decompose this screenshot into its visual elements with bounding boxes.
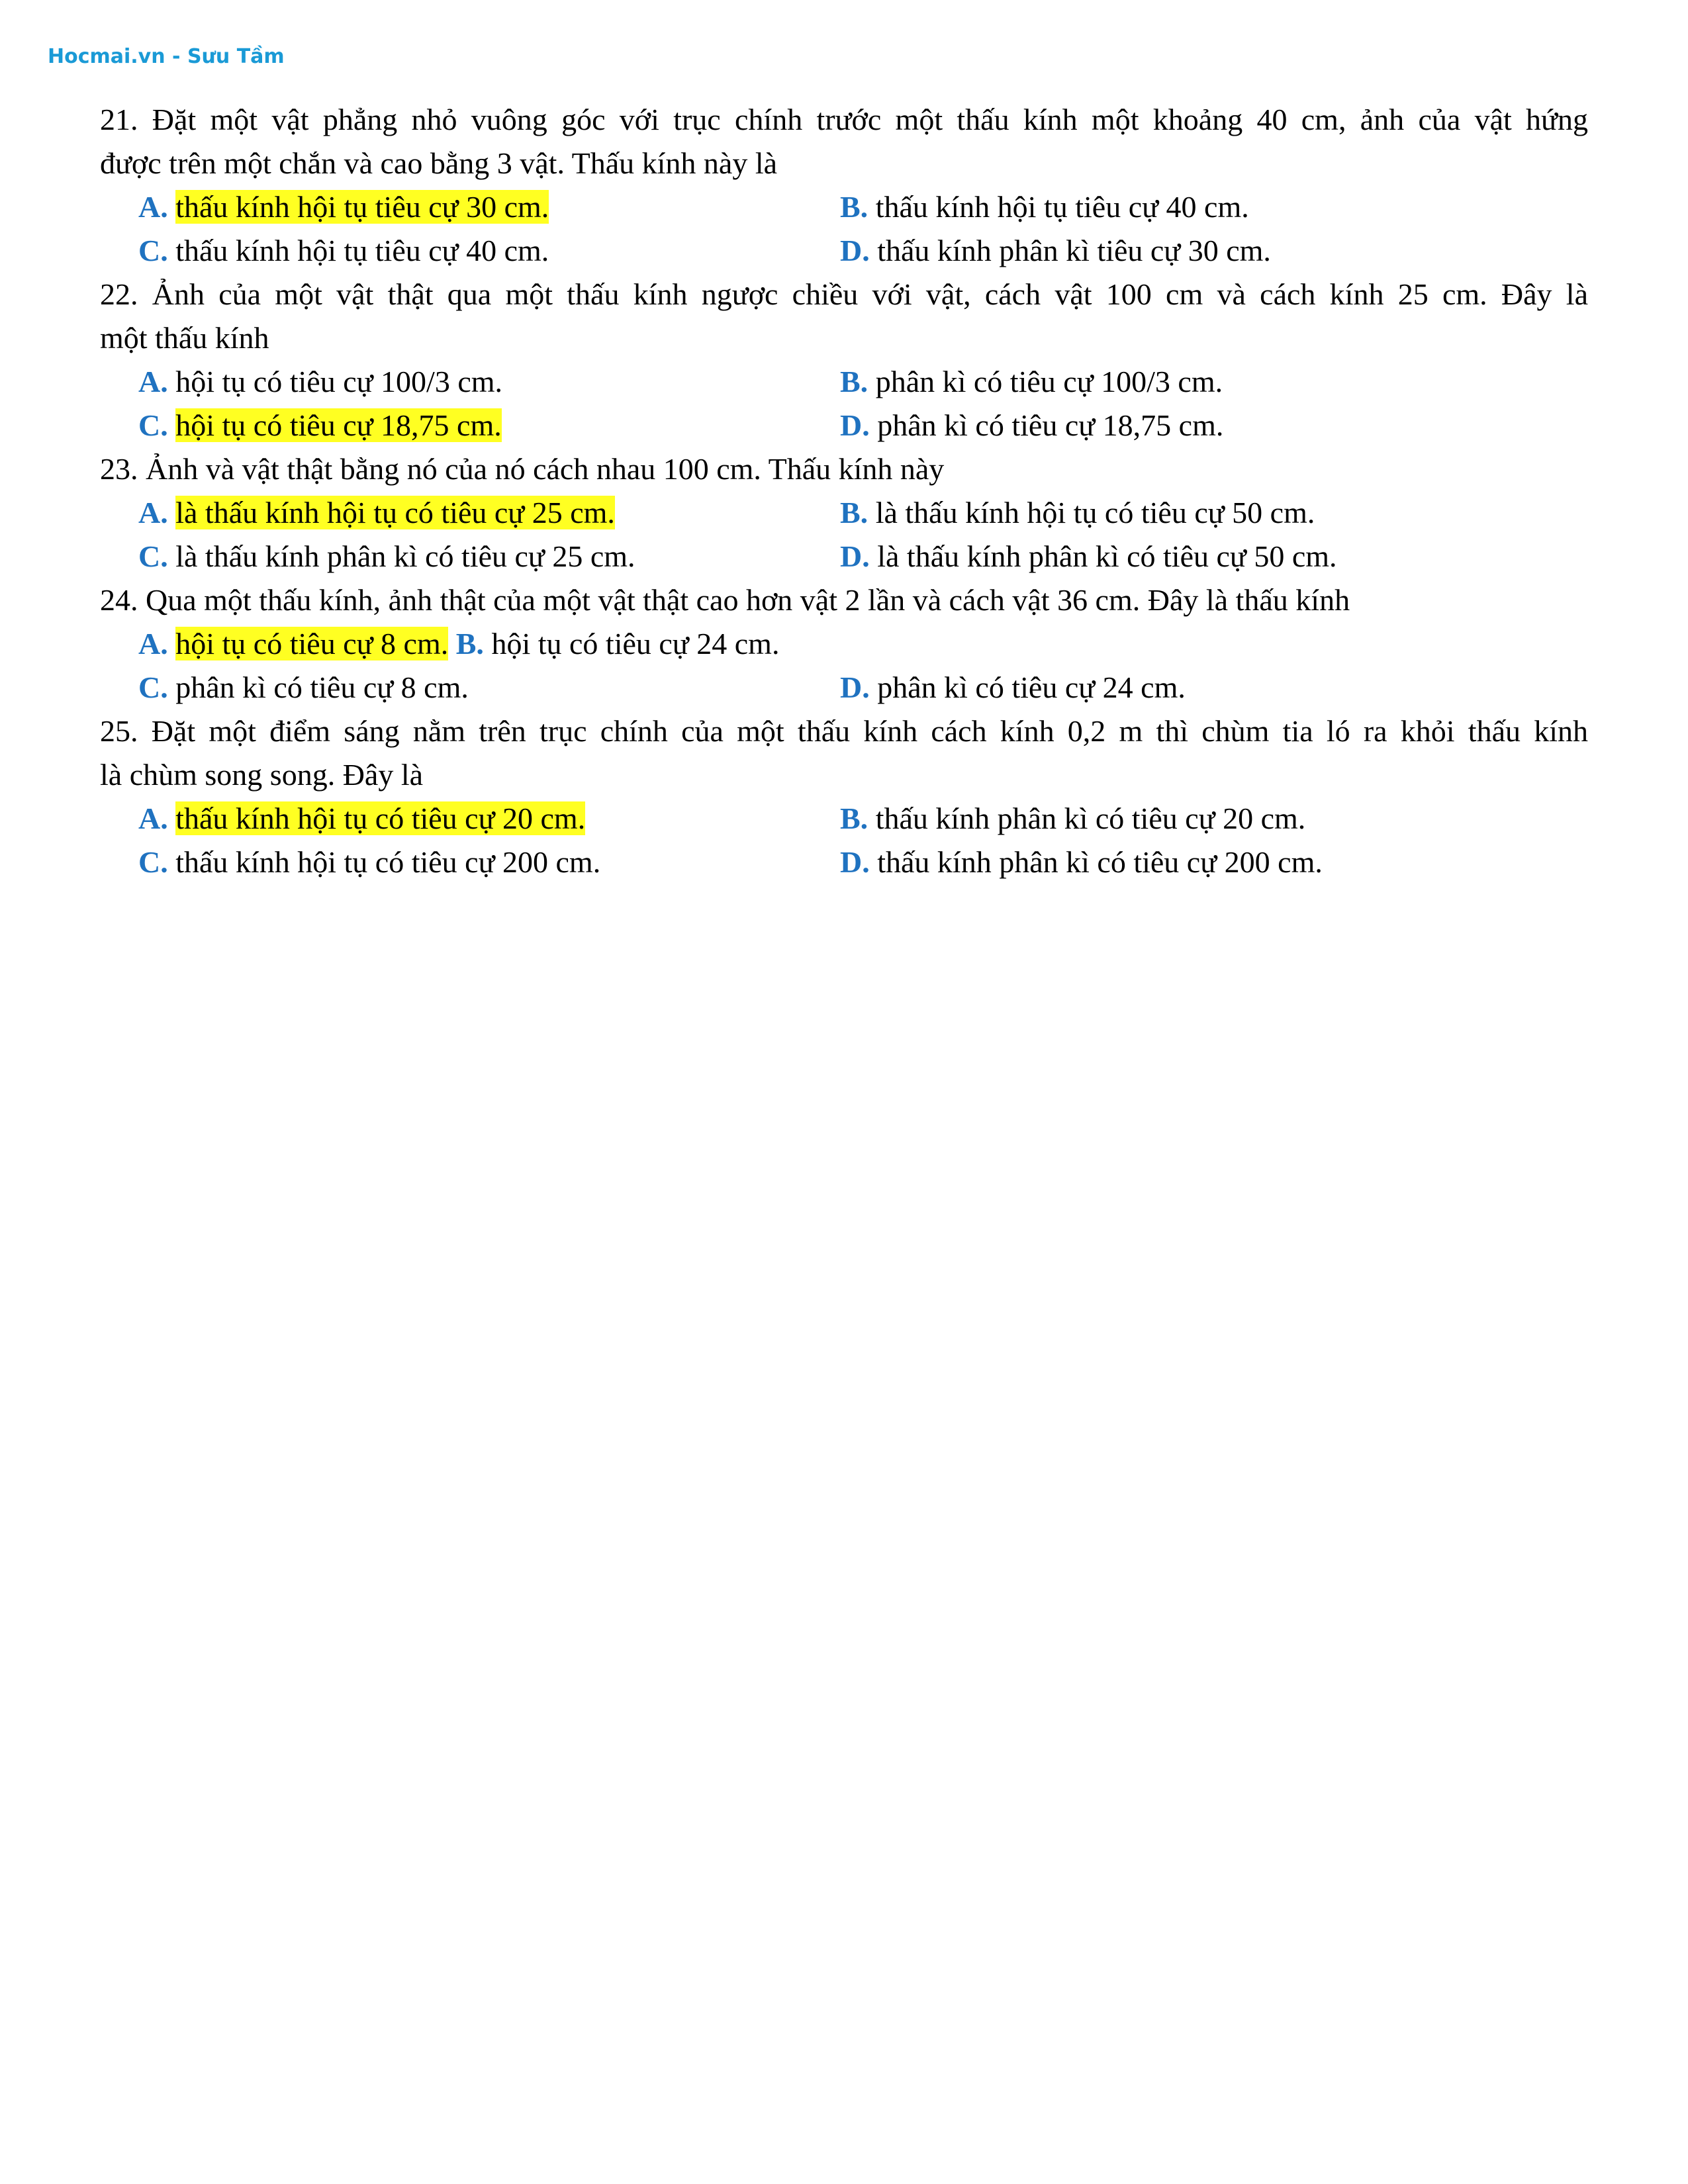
option-letter: C. <box>138 234 168 267</box>
option-text: hội tụ có tiêu cự 100/3 cm. <box>175 365 503 398</box>
option-text: phân kì có tiêu cự 8 cm. <box>175 670 469 704</box>
option-c <box>138 666 469 709</box>
option-a <box>138 491 615 535</box>
option-d <box>840 666 1186 709</box>
option-row <box>100 185 1588 229</box>
option-letter: D. <box>840 539 870 573</box>
question-list <box>100 98 1588 884</box>
question-23 <box>100 447 1588 578</box>
option-a-b-inline <box>138 622 779 666</box>
option-letter: B. <box>840 496 868 529</box>
option-text: thấu kính phân kì có tiêu cự 200 cm. <box>877 845 1323 879</box>
question-25 <box>100 709 1588 884</box>
question-24 <box>100 578 1588 709</box>
question-text-line: được trên một chắn và cao bằng 3 vật. Thấu kính này là <box>100 146 778 180</box>
option-d <box>840 841 1323 884</box>
option-row <box>100 535 1588 578</box>
option-letter: C. <box>138 408 168 442</box>
option-letter: D. <box>840 670 870 704</box>
option-letter: B. <box>455 627 484 660</box>
question-text-line: 24. Qua một thấu kính, ảnh thật của một vật thật cao hơn vật 2 lần và cách vật 36 cm. Đây là thấu kính <box>100 583 1350 617</box>
option-row <box>100 229 1588 273</box>
option-letter: B. <box>840 365 868 398</box>
question-text-line: 25. Đặt một điểm sáng nằm trên trục chính của một thấu kính cách kính 0,2 m thì chùm tia ló ra khỏi thấu kính <box>100 714 1588 748</box>
option-row <box>100 404 1588 447</box>
option-text: thấu kính hội tụ có tiêu cự 200 cm. <box>175 845 601 879</box>
option-text-highlighted: hội tụ có tiêu cự 18,75 cm. <box>175 408 502 442</box>
option-row <box>100 666 1588 709</box>
option-b <box>840 360 1223 404</box>
question-21 <box>100 98 1588 273</box>
option-d <box>840 404 1223 447</box>
option-row <box>100 841 1588 884</box>
option-letter: D. <box>840 408 870 442</box>
option-text: là thấu kính hội tụ có tiêu cự 50 cm. <box>875 496 1315 529</box>
option-a <box>138 185 549 229</box>
option-letter: D. <box>840 234 870 267</box>
option-c <box>138 404 502 447</box>
option-text: là thấu kính phân kì có tiêu cự 25 cm. <box>175 539 635 573</box>
option-text: là thấu kính phân kì có tiêu cự 50 cm. <box>877 539 1337 573</box>
option-b <box>840 491 1315 535</box>
option-letter: A. <box>138 627 168 660</box>
option-a <box>138 797 585 841</box>
option-b <box>840 185 1249 229</box>
question-text-line: là chùm song song. Đây là <box>100 758 424 792</box>
option-text: hội tụ có tiêu cự 24 cm. <box>491 627 780 660</box>
option-letter: A. <box>138 190 168 224</box>
option-text-highlighted: là thấu kính hội tụ có tiêu cự 25 cm. <box>175 496 615 529</box>
option-text-highlighted: hội tụ có tiêu cự 8 cm. <box>175 627 449 660</box>
option-letter: A. <box>138 801 168 835</box>
option-text: phân kì có tiêu cự 100/3 cm. <box>875 365 1223 398</box>
option-text: thấu kính phân kì tiêu cự 30 cm. <box>877 234 1271 267</box>
option-letter: A. <box>138 365 168 398</box>
option-row <box>100 622 1588 666</box>
option-letter: D. <box>840 845 870 879</box>
option-d <box>840 535 1337 578</box>
option-letter: B. <box>840 190 868 224</box>
question-text-line: một thấu kính <box>100 321 269 355</box>
option-text-highlighted: thấu kính hội tụ có tiêu cự 20 cm. <box>175 801 586 835</box>
option-c <box>138 841 600 884</box>
option-b <box>840 797 1305 841</box>
option-letter: B. <box>840 801 868 835</box>
option-text-highlighted: thấu kính hội tụ tiêu cự 30 cm. <box>175 190 549 224</box>
option-d <box>840 229 1271 273</box>
option-row <box>100 491 1588 535</box>
option-letter: C. <box>138 539 168 573</box>
option-a <box>138 360 502 404</box>
option-letter: A. <box>138 496 168 529</box>
option-letter: C. <box>138 845 168 879</box>
option-text: phân kì có tiêu cự 18,75 cm. <box>877 408 1224 442</box>
option-row <box>100 360 1588 404</box>
question-text-line: 22. Ảnh của một vật thật qua một thấu kính ngược chiều với vật, cách vật 100 cm và cách kính 25 cm. Đây là <box>100 277 1588 311</box>
question-text-line: 23. Ảnh và vật thật bằng nó của nó cách nhau 100 cm. Thấu kính này <box>100 452 945 486</box>
option-text: phân kì có tiêu cự 24 cm. <box>877 670 1186 704</box>
option-row <box>100 797 1588 841</box>
option-text: thấu kính hội tụ tiêu cự 40 cm. <box>175 234 549 267</box>
option-c <box>138 535 635 578</box>
question-text-line: 21. Đặt một vật phẳng nhỏ vuông góc với trục chính trước một thấu kính một khoảng 40 cm, ảnh của vật hứng <box>100 103 1588 136</box>
question-22 <box>100 273 1588 447</box>
option-letter: C. <box>138 670 168 704</box>
option-c <box>138 229 549 273</box>
option-text: thấu kính phân kì có tiêu cự 20 cm. <box>875 801 1306 835</box>
source-header: Hocmai.vn - Sưu Tầm <box>48 45 285 68</box>
option-text: thấu kính hội tụ tiêu cự 40 cm. <box>875 190 1249 224</box>
